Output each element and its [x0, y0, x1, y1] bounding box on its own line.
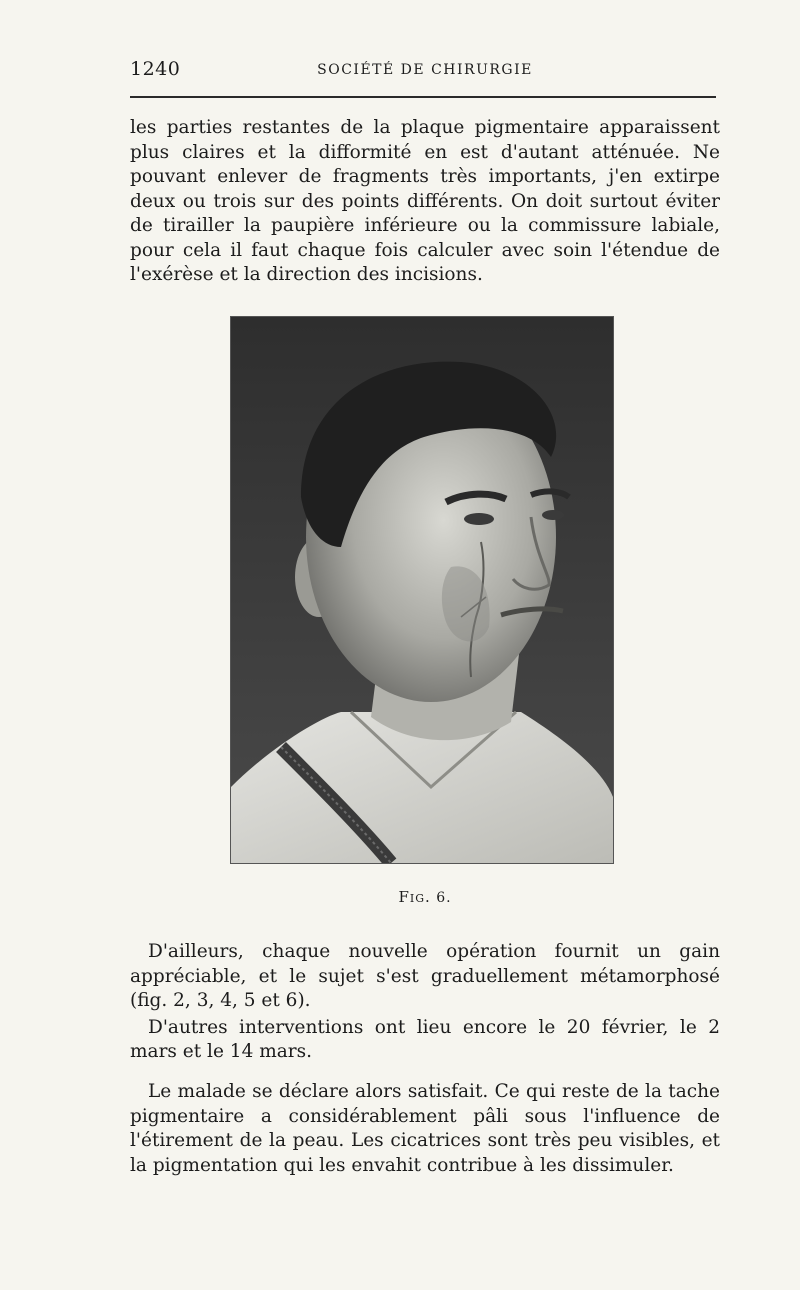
paragraph-1: les parties restantes de la plaque pigmentaire apparaissent plus claires et la difformité en est d'autant atténuée. Ne pouvant enlever de fragments très importants, j'en extirpe deux ou trois sur des points différents. On doit surtout éviter de tirailler la paupière inférieure ou la commissure labiale, pour cela il faut chaque fois calculer avec soin l'étendue de l'exérèse et la direction des incisions. — [130, 117, 720, 285]
caption-prefix: Fig. — [398, 888, 431, 906]
page-header — [130, 58, 720, 84]
paragraph-3: D'autres interventions ont lieu encore le 20 février, le 2 mars et le 14 mars. — [130, 1016, 720, 1062]
text-block-top — [130, 116, 720, 288]
caption-number: 6. — [436, 890, 452, 906]
header-rule — [130, 96, 716, 98]
portrait-photo — [231, 317, 613, 863]
page-number: 1240 — [130, 58, 181, 80]
text-block-middle — [130, 940, 720, 1065]
figure-photograph — [230, 316, 614, 864]
running-head: SOCIÉTÉ DE CHIRURGIE — [317, 62, 533, 78]
figure-caption — [130, 888, 720, 906]
paragraph-4: Le malade se déclare alors satisfait. Ce qui reste de la tache pigmentaire a considérablement pâli sous l'influence de l'étirement de la peau. Les cicatrices sont très peu visibles, et la pigmentation qui les envahit contribue à les dissimuler. — [130, 1081, 720, 1176]
text-block-bottom — [130, 1080, 720, 1178]
paragraph-2: D'ailleurs, chaque nouvelle opération fournit un gain appréciable, et le sujet s'est graduellement métamorphosé (fig. 2, 3, 4, 5 et 6). — [130, 941, 720, 1011]
